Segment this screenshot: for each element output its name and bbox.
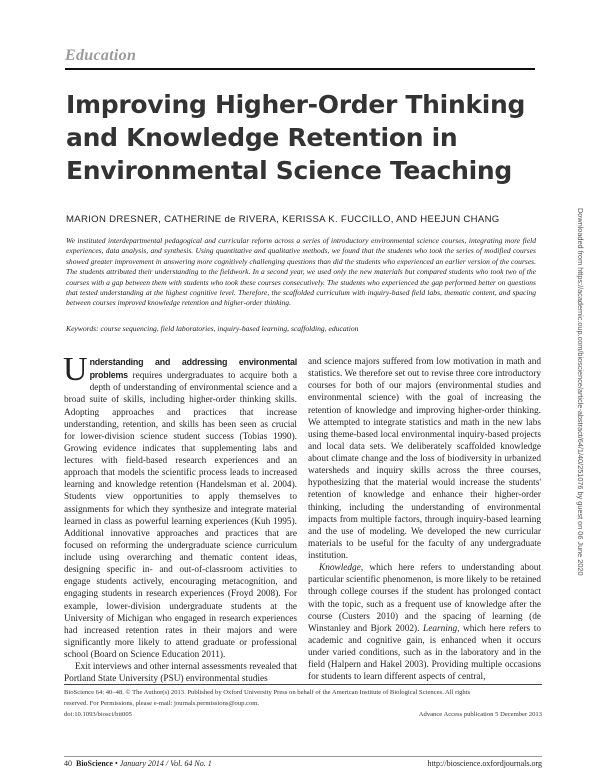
title-line: Improving Higher-Order Thinking bbox=[66, 90, 526, 119]
abstract: We instituted interdepartmental pedagogical and curricular reform across a series of introductory environmental science courses, integrating more field experiences, data analysis, and synthesis. Using quantitative and qualitative methods, we found that the students who took the series of modified courses showed greater improvement in answering more cognitively challenging questions than did the students who experienced an earlier version of the courses. The students attributed their understanding to the fieldwork. In a second year, we used only the new materials but compared students who took two of the courses with a gap between them with students who took these courses consecutively. The students who experienced the gap performed better on questions that tested understanding at the highest cognitive level. Therefore, the scaffolded curriculum with inquiry-based field labs, thematic content, and spacing between courses improved knowledge retention and higher-order thinking. bbox=[66, 236, 536, 308]
page-footer bbox=[64, 759, 542, 768]
keywords: Keywords: course sequencing, field laboratories, inquiry-based learning, scaffolding, education bbox=[66, 324, 359, 333]
journal-url[interactable]: http://bioscience.oxfordjournals.org bbox=[427, 759, 542, 768]
term-learning: Learning bbox=[423, 623, 458, 634]
paragraph: and science majors suffered from low motivation in math and statistics. We therefore set out to revise three core introductory courses for both of our majors (environmental studies and environmental science) with the goal of increasing the retention of knowledge and improving higher-order thinking. We attempted to integrate statistics and math in the new labs using theme-based local environmental inquiry-based projects and local data sets. We deliberately scaffolded knowledge about climate change and the loss of biodiversity in urbanized watersheds and inquiry skills across the three courses, hypothesizing that the material would increase the students' retention of knowledge and enhance their higher-order thinking, including the understanding of environmental impacts from multiple factors, through inquiry-based learning and the use of modeling. We developed the new curricular materials to be useful for the faculty of any undergraduate institution. bbox=[308, 357, 541, 561]
paragraph-text: requires undergraduates to acquire both a depth of understanding of environmental science and a broad suite of skills, including higher-order thinking skills. Adopting approaches and practices that increase understanding, retention, and skills has been seen as crucial for lower-division science student success (Tobias 1990). Growing evidence indicates that supplementing labs and lectures with field-based research experiences and an approach that models the scientific process leads to increased learning and knowledge retention (Handelsman et al. 2004). Students view opportunities to apply themselves to assignments for which they synthesize and integrate material learned in class as powerful learning experiences (Kuh 1995). Additional innovative approaches and practices that are focused on reforming the undergraduate science curriculum include using overarching and thematic content ideas, designing specific in- and out-of-classroom activities to engage students actively, encouraging metacognition, and engaging students in research experiences (Froyd 2008). For example, lower-division undergraduate students at the University of Michigan who engaged in research experiences had increased retention rates in their majors and were significantly more likely to attend graduate or professional school (Board on Science Education 2011). bbox=[64, 371, 297, 660]
title-line: Environmental Science Teaching bbox=[66, 156, 513, 185]
download-watermark bbox=[573, 208, 585, 728]
author-list: MARION DRESNER, CATHERINE de RIVERA, KERISSA K. FUCCILLO, AND HEEJUN CHANG bbox=[66, 214, 500, 225]
header-rule bbox=[65, 68, 535, 70]
issue-info: • January 2014 / Vol. 64 No. 1 bbox=[114, 759, 212, 768]
term-knowledge: Knowledge bbox=[319, 563, 361, 574]
advance-access-note: Advance Access publication 5 December 2013 bbox=[418, 711, 542, 718]
footnote-line: reserved. For Permissions, please e-mail: journals.permissions@oup.com. bbox=[64, 700, 260, 707]
paragraph: Exit interviews and other internal assessments revealed that Portland State University (PSU) environmental studies bbox=[64, 662, 297, 685]
paragraph bbox=[308, 562, 541, 683]
drop-cap: U bbox=[63, 351, 88, 388]
doi[interactable]: doi:10.1093/biosci/bit005 bbox=[64, 711, 132, 718]
footnote-line: BioScience 64: 40–48. © The Author(s) 2013. Published by Oxford University Press on behalf of the American Institute of Biological Sciences. All rights bbox=[64, 689, 471, 696]
lead-in: nderstanding and addressing environmental problems bbox=[89, 357, 297, 381]
download-watermark-text: Downloaded from https://academic.oup.com/bioscience/article-abstract/64/1/40/251076 by guest on 06 June 2020 bbox=[576, 208, 585, 576]
copyright-footnote bbox=[64, 687, 542, 720]
page-number: 40 bbox=[64, 759, 72, 768]
footer-rule bbox=[64, 756, 542, 757]
footnote-rule bbox=[64, 684, 542, 685]
body-column-right bbox=[308, 356, 541, 683]
paragraph-text: , which here refers to academic and cognitive gain, is enhanced when it occurs under varied conditions, such as in the laboratory and in the field (Halpern and Hakel 2003). Providing multiple occasions for students to learn different aspects of central, bbox=[308, 623, 541, 683]
paragraph bbox=[63, 351, 297, 661]
section-label: Education bbox=[65, 47, 137, 64]
body-column-left bbox=[63, 351, 297, 685]
title-line: and Knowledge Retention in bbox=[66, 123, 458, 152]
journal-name: BioScience bbox=[76, 759, 113, 768]
article-title bbox=[66, 88, 536, 187]
paragraph-text: , which here refers to understanding about particular scientific phenomenon, is more likely to be retained through college courses if the student has prolonged contact with the topic, such as a frequent use of knowledge after the course (Custers 2010) and the spacing of learning (de Winstanley and Bjork 2002). bbox=[308, 563, 541, 634]
